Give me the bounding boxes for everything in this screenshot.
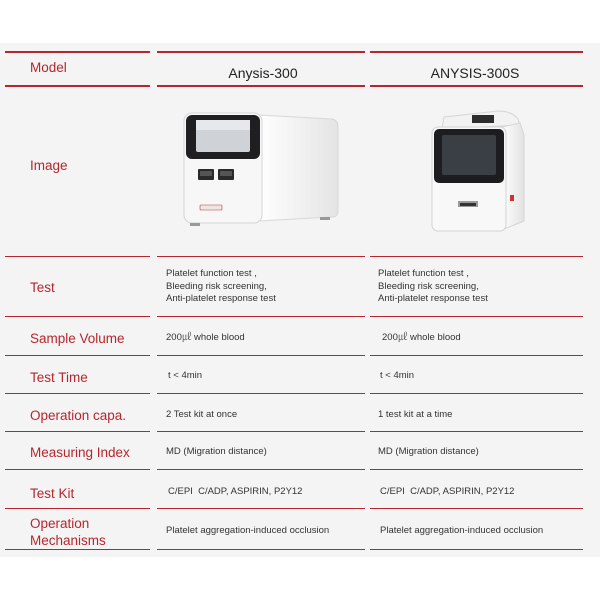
divider xyxy=(157,355,365,356)
row-label-operation-mechanisms xyxy=(30,515,106,549)
divider xyxy=(157,508,365,509)
divider xyxy=(5,469,150,470)
test-col2-line: Bleeding risk screening, xyxy=(378,280,479,292)
divider xyxy=(5,355,150,356)
measuring-index-col2: MD (Migration distance) xyxy=(378,446,479,457)
test-col1-line: Anti-platelet response test xyxy=(166,293,276,304)
row-label-line: Operation xyxy=(30,516,90,531)
divider xyxy=(5,549,150,550)
test-col2-line: Platelet function test , xyxy=(378,268,469,279)
test-time-col2: t < 4min xyxy=(380,370,415,381)
divider xyxy=(5,393,150,394)
divider xyxy=(5,508,150,509)
divider xyxy=(5,51,150,53)
row-label-test: Test xyxy=(30,280,55,295)
test-col2-line: Anti-platelet response test xyxy=(378,293,488,304)
header-col-anysis-300s: ANYSIS-300S xyxy=(430,65,520,81)
header-col-anysis-300: Anysis-300 xyxy=(228,65,298,81)
operation-capa-col1: 2 Test kit at once xyxy=(166,409,238,420)
row-label-operation-capa: Operation capa. xyxy=(30,408,127,423)
header-label-model: Model xyxy=(30,60,67,75)
operation-mechanisms-col1: Platelet aggregation-induced occlusion xyxy=(166,525,330,536)
divider xyxy=(157,316,365,317)
divider xyxy=(5,256,150,257)
divider xyxy=(157,431,365,432)
operation-mechanisms-col2: Platelet aggregation-induced occlusion xyxy=(380,525,544,536)
row-label-line: Mechanisms xyxy=(30,533,106,548)
row-label-image: Image xyxy=(30,158,68,173)
divider xyxy=(5,85,150,87)
operation-capa-col2: 1 test kit at a time xyxy=(378,409,453,420)
divider xyxy=(157,469,365,470)
divider xyxy=(5,431,150,432)
test-col1 xyxy=(166,268,276,306)
comparison-table xyxy=(0,43,600,557)
divider xyxy=(370,355,583,356)
sample-volume-col2: 200㎕ whole blood xyxy=(382,332,461,343)
divider xyxy=(157,256,365,257)
divider xyxy=(370,85,583,87)
row-label-measuring-index: Measuring Index xyxy=(30,445,130,460)
divider xyxy=(157,85,365,87)
divider xyxy=(370,51,583,53)
test-kit-col2: C/EPI C/ADP, ASPIRIN, P2Y12 xyxy=(380,486,515,497)
divider xyxy=(5,316,150,317)
divider xyxy=(370,508,583,509)
test-kit-col1: C/EPI C/ADP, ASPIRIN, P2Y12 xyxy=(168,486,303,497)
sample-volume-col1: 200㎕ whole blood xyxy=(166,332,245,343)
divider xyxy=(157,549,365,550)
measuring-index-col1: MD (Migration distance) xyxy=(166,446,267,457)
divider xyxy=(370,393,583,394)
divider xyxy=(370,256,583,257)
test-col1-line: Platelet function test , xyxy=(166,268,257,279)
divider xyxy=(370,469,583,470)
device-image-anysis-300s xyxy=(420,105,540,235)
divider xyxy=(370,431,583,432)
row-label-test-time: Test Time xyxy=(30,370,88,385)
divider xyxy=(370,549,583,550)
row-label-sample-volume: Sample Volume xyxy=(30,331,125,346)
divider xyxy=(157,51,365,53)
device-image-anysis-300 xyxy=(170,103,350,233)
test-col1-line: Bleeding risk screening, xyxy=(166,280,267,292)
test-time-col1: t < 4min xyxy=(168,370,203,381)
row-label-test-kit: Test Kit xyxy=(30,486,75,501)
divider xyxy=(370,316,583,317)
divider xyxy=(157,393,365,394)
test-col2 xyxy=(378,268,488,306)
